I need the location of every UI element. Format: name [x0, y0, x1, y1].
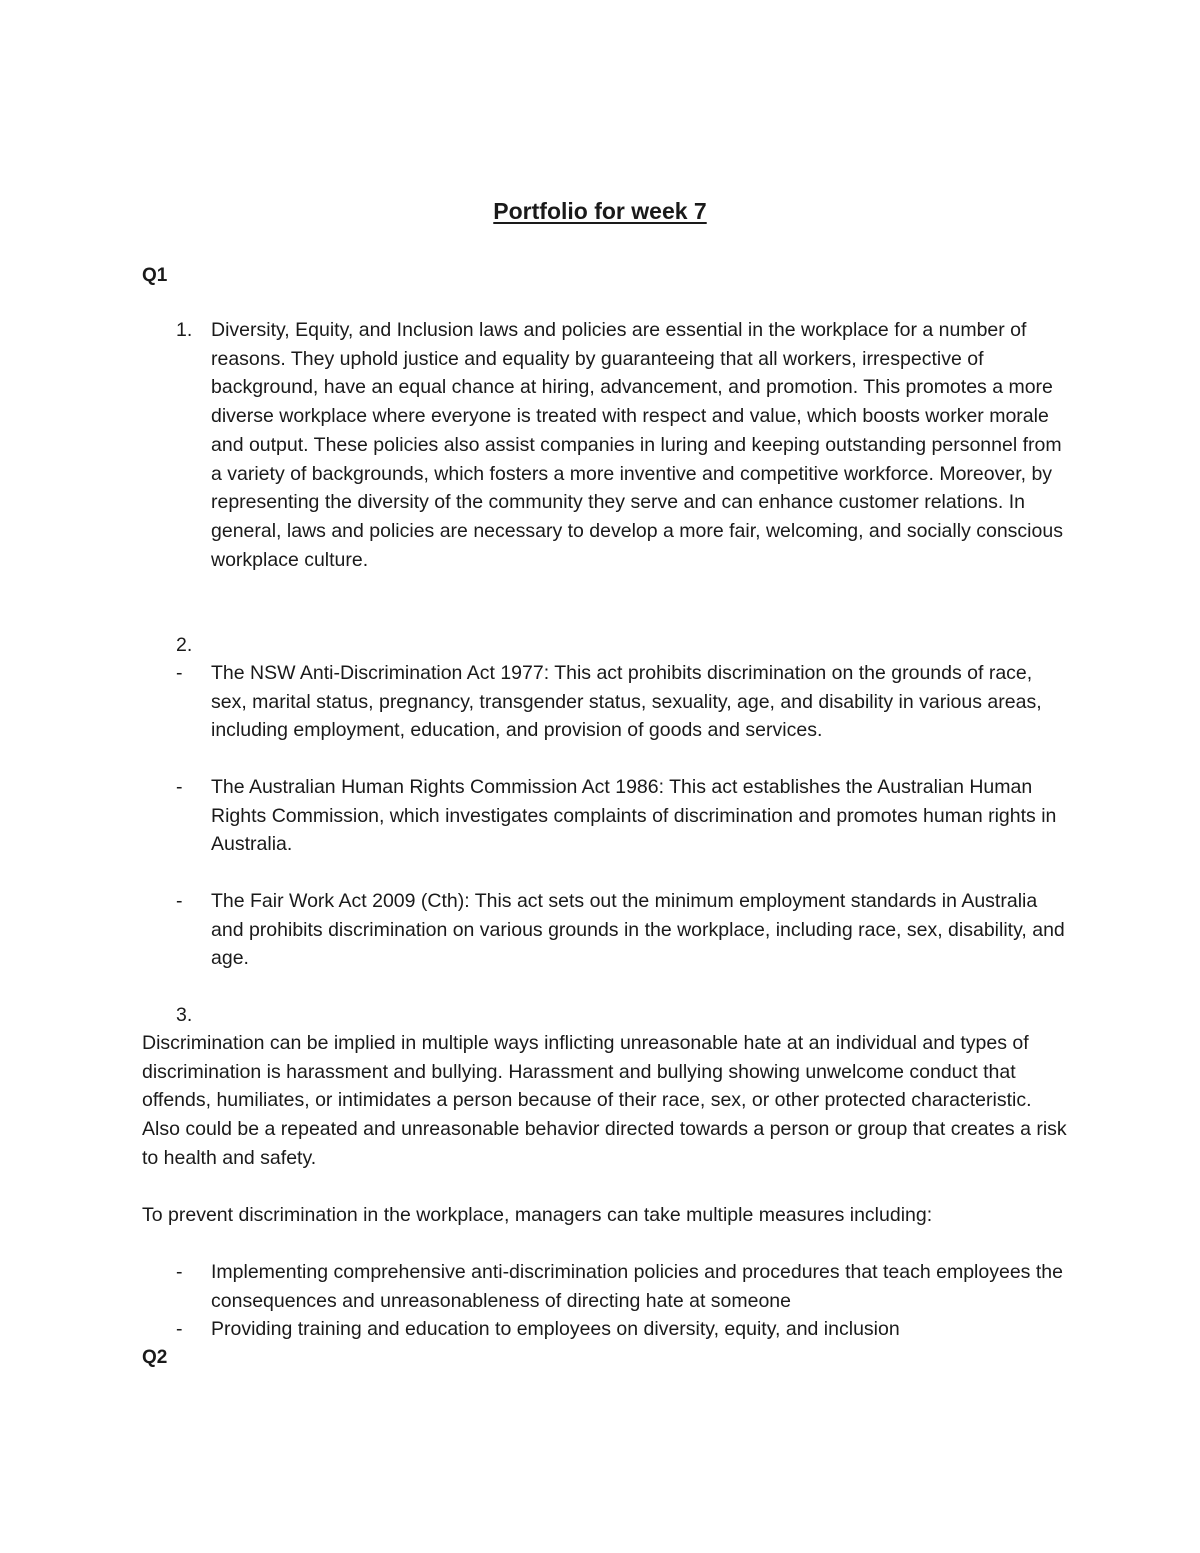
list-number: 3. [176, 1004, 193, 1026]
q2-heading: Q2 [142, 1347, 168, 1368]
bullet-text: Providing training and education to employees on diversity, equity, and inclusion [211, 1318, 900, 1340]
bullet-text: The Australian Human Rights Commission Act 1986: This act establishes the Australian Human Rights Commission, which investigates complaints of discrimination and promotes human rights in Australia. [211, 776, 1057, 856]
answer-3-intro: To prevent discrimination in the workplace, managers can take multiple measures including: [142, 1204, 933, 1226]
bullet-dash: - [176, 662, 183, 684]
bullet-dash: - [176, 890, 183, 912]
bullet-text: The Fair Work Act 2009 (Cth): This act sets out the minimum employment standards in Australia and prohibits discrimination on various grounds in the workplace, including race, sex, disability, and age. [211, 890, 1065, 970]
answer-3-paragraph: Discrimination can be implied in multiple ways inflicting unreasonable hate at an individual and types of discrimination is harassment and bullying. Harassment and bullying showing unwelcome conduct that offends, humiliates, or intimidates a person because of their race, sex, or other protected characteristic. Also could be a repeated and unreasonable behavior directed towards a person or group that creates a risk to health and safety. [142, 1032, 1067, 1169]
list-number: 2. [176, 634, 193, 656]
list-number: 1. [176, 319, 193, 341]
bullet-text: The NSW Anti-Discrimination Act 1977: This act prohibits discrimination on the grounds of race, sex, marital status, pregnancy, transgender status, sexuality, age, and disability in various areas, including employment, education, and provision of goods and services. [211, 662, 1042, 742]
bullet-dash: - [176, 776, 183, 798]
bullet-dash: - [176, 1318, 183, 1340]
q1-heading: Q1 [142, 265, 168, 286]
answer-1-text: Diversity, Equity, and Inclusion laws and policies are essential in the workplace for a number of reasons. They uphold justice and equality by guaranteeing that all workers, irrespective of background, have an equal chance at hiring, advancement, and promotion. This promotes a more diverse workplace where everyone is treated with respect and value, which boosts worker morale and output. These policies also assist companies in luring and keeping outstanding personnel from a variety of backgrounds, which fosters a more inventive and competitive workforce. Moreover, by representing the diversity of the community they serve and can enhance customer relations. In general, laws and policies are necessary to develop a more fair, welcoming, and socially conscious workplace culture. [211, 319, 1063, 571]
bullet-dash: - [176, 1261, 183, 1283]
page-title: Portfolio for week 7 [493, 198, 707, 224]
bullet-text: Implementing comprehensive anti-discrimination policies and procedures that teach employees the consequences and unreasonableness of directing hate at someone [211, 1261, 1063, 1312]
